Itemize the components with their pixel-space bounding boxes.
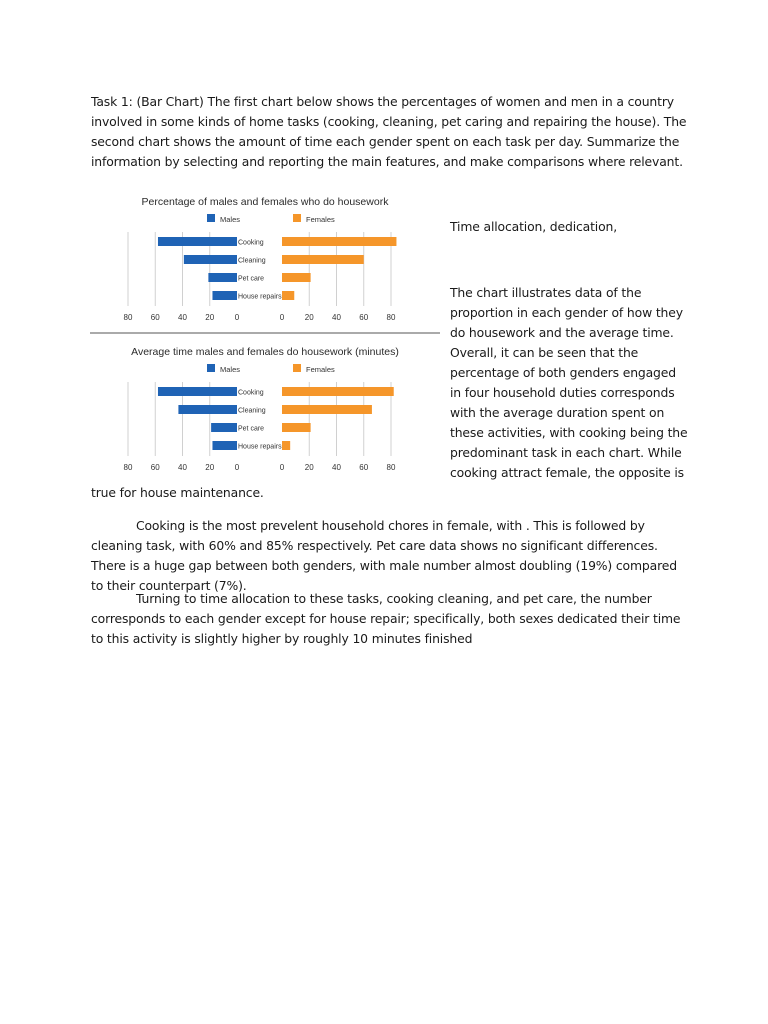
charts-svg: [90, 190, 440, 480]
category-label-2-3: Pet care: [238, 425, 265, 433]
category-label-2-2: Cleaning: [238, 407, 266, 415]
task-prompt: Task 1: (Bar Chart) The first chart below shows the percentages of women and men in a country involved in some kinds of home tasks (cooking, cleaning, pet caring and repairing the house). The second chart shows the amount of time each gender spent on each task per day. Summarize the information by selecting and reporting the main features, and make comparisons where relevant.: [91, 94, 687, 169]
tick-left-0-2: 0: [234, 463, 240, 472]
bar-females-1-4: [282, 291, 294, 300]
bar-females-2-4: [282, 441, 290, 450]
category-label-1-3: Pet care: [238, 275, 265, 283]
tick-right-60-1: 60: [359, 313, 369, 322]
bar-females-2-1: [282, 387, 394, 396]
legend-swatch-females-2: [293, 364, 301, 372]
bar-females-2-2: [282, 405, 372, 414]
tick-right-40-2: 40: [332, 463, 341, 472]
category-label-2-1: Cooking: [238, 389, 264, 397]
bar-females-1-3: [282, 273, 311, 282]
bar-males-1-4: [212, 291, 237, 300]
overview-continuation: true for house maintenance.: [91, 485, 264, 500]
tick-left-80-2: 80: [123, 463, 133, 472]
category-label-1-1: Cooking: [238, 239, 264, 247]
category-label-2-4: House repairs: [238, 443, 282, 451]
category-label-1-2: Cleaning: [238, 257, 266, 265]
body-paragraph-3: Turning to time allocation to these tasks, cooking cleaning, and pet care, the number corresponds to each gender except for house repair; specifically, both sexes dedicated their time to this activity is slightly higher by roughly 10 minutes finished: [91, 591, 681, 646]
tick-left-60-1: 60: [150, 313, 160, 322]
legend-label-females-2: Females: [306, 365, 335, 374]
tick-right-80-2: 80: [386, 463, 396, 472]
overview-paragraph: The chart illustrates data of the proportion in each gender of how they do housework and the average time. Overall, it can be seen that the percentage of both genders engaged in four household duties corresponds with the average duration spent on these activities, with cooking being the predominant task in each chart. While cooking attract female, the opposite is: [450, 285, 688, 480]
legend-label-females-1: Females: [306, 215, 335, 224]
category-label-1-4: House repairs: [238, 293, 282, 301]
tick-left-40-1: 40: [178, 313, 187, 322]
figure-charts: [90, 190, 440, 480]
tick-right-20-2: 20: [304, 463, 314, 472]
chart-title-2: Average time males and females do housework (minutes): [131, 346, 399, 358]
bar-males-2-3: [211, 423, 237, 432]
bar-males-1-2: [184, 255, 237, 264]
bar-males-2-4: [212, 441, 237, 450]
tick-left-60-2: 60: [150, 463, 160, 472]
tick-left-80-1: 80: [123, 313, 133, 322]
bar-females-1-1: [282, 237, 396, 246]
tick-right-60-2: 60: [359, 463, 369, 472]
legend-swatch-females-1: [293, 214, 301, 222]
tick-left-0-1: 0: [234, 313, 240, 322]
bar-females-1-2: [282, 255, 364, 264]
bar-females-2-3: [282, 423, 311, 432]
legend-swatch-males-2: [207, 364, 215, 372]
bar-males-1-3: [208, 273, 237, 282]
bar-males-1-1: [158, 237, 237, 246]
tick-right-40-1: 40: [332, 313, 341, 322]
tick-left-20-1: 20: [205, 313, 215, 322]
tick-left-40-2: 40: [178, 463, 187, 472]
legend-label-males-2: Males: [220, 365, 241, 374]
tick-right-80-1: 80: [386, 313, 396, 322]
legend-label-males-1: Males: [220, 215, 241, 224]
bar-males-2-2: [178, 405, 237, 414]
bar-males-2-1: [158, 387, 237, 396]
tick-left-20-2: 20: [205, 463, 215, 472]
side-note: Time allocation, dedication,: [450, 219, 618, 234]
legend-swatch-males-1: [207, 214, 215, 222]
tick-right-0-2: 0: [279, 463, 285, 472]
chart-title-1: Percentage of males and females who do housework: [141, 196, 389, 208]
body-paragraph-2: Cooking is the most prevelent household chores in female, with . This is followed by cleaning task, with 60% and 85% respectively. Pet care data shows no significant differences. There is a huge gap between both genders, with male number almost doubling (19%) compared to their counterpart (7%).: [91, 518, 677, 593]
tick-right-20-1: 20: [304, 313, 314, 322]
tick-right-0-1: 0: [279, 313, 285, 322]
